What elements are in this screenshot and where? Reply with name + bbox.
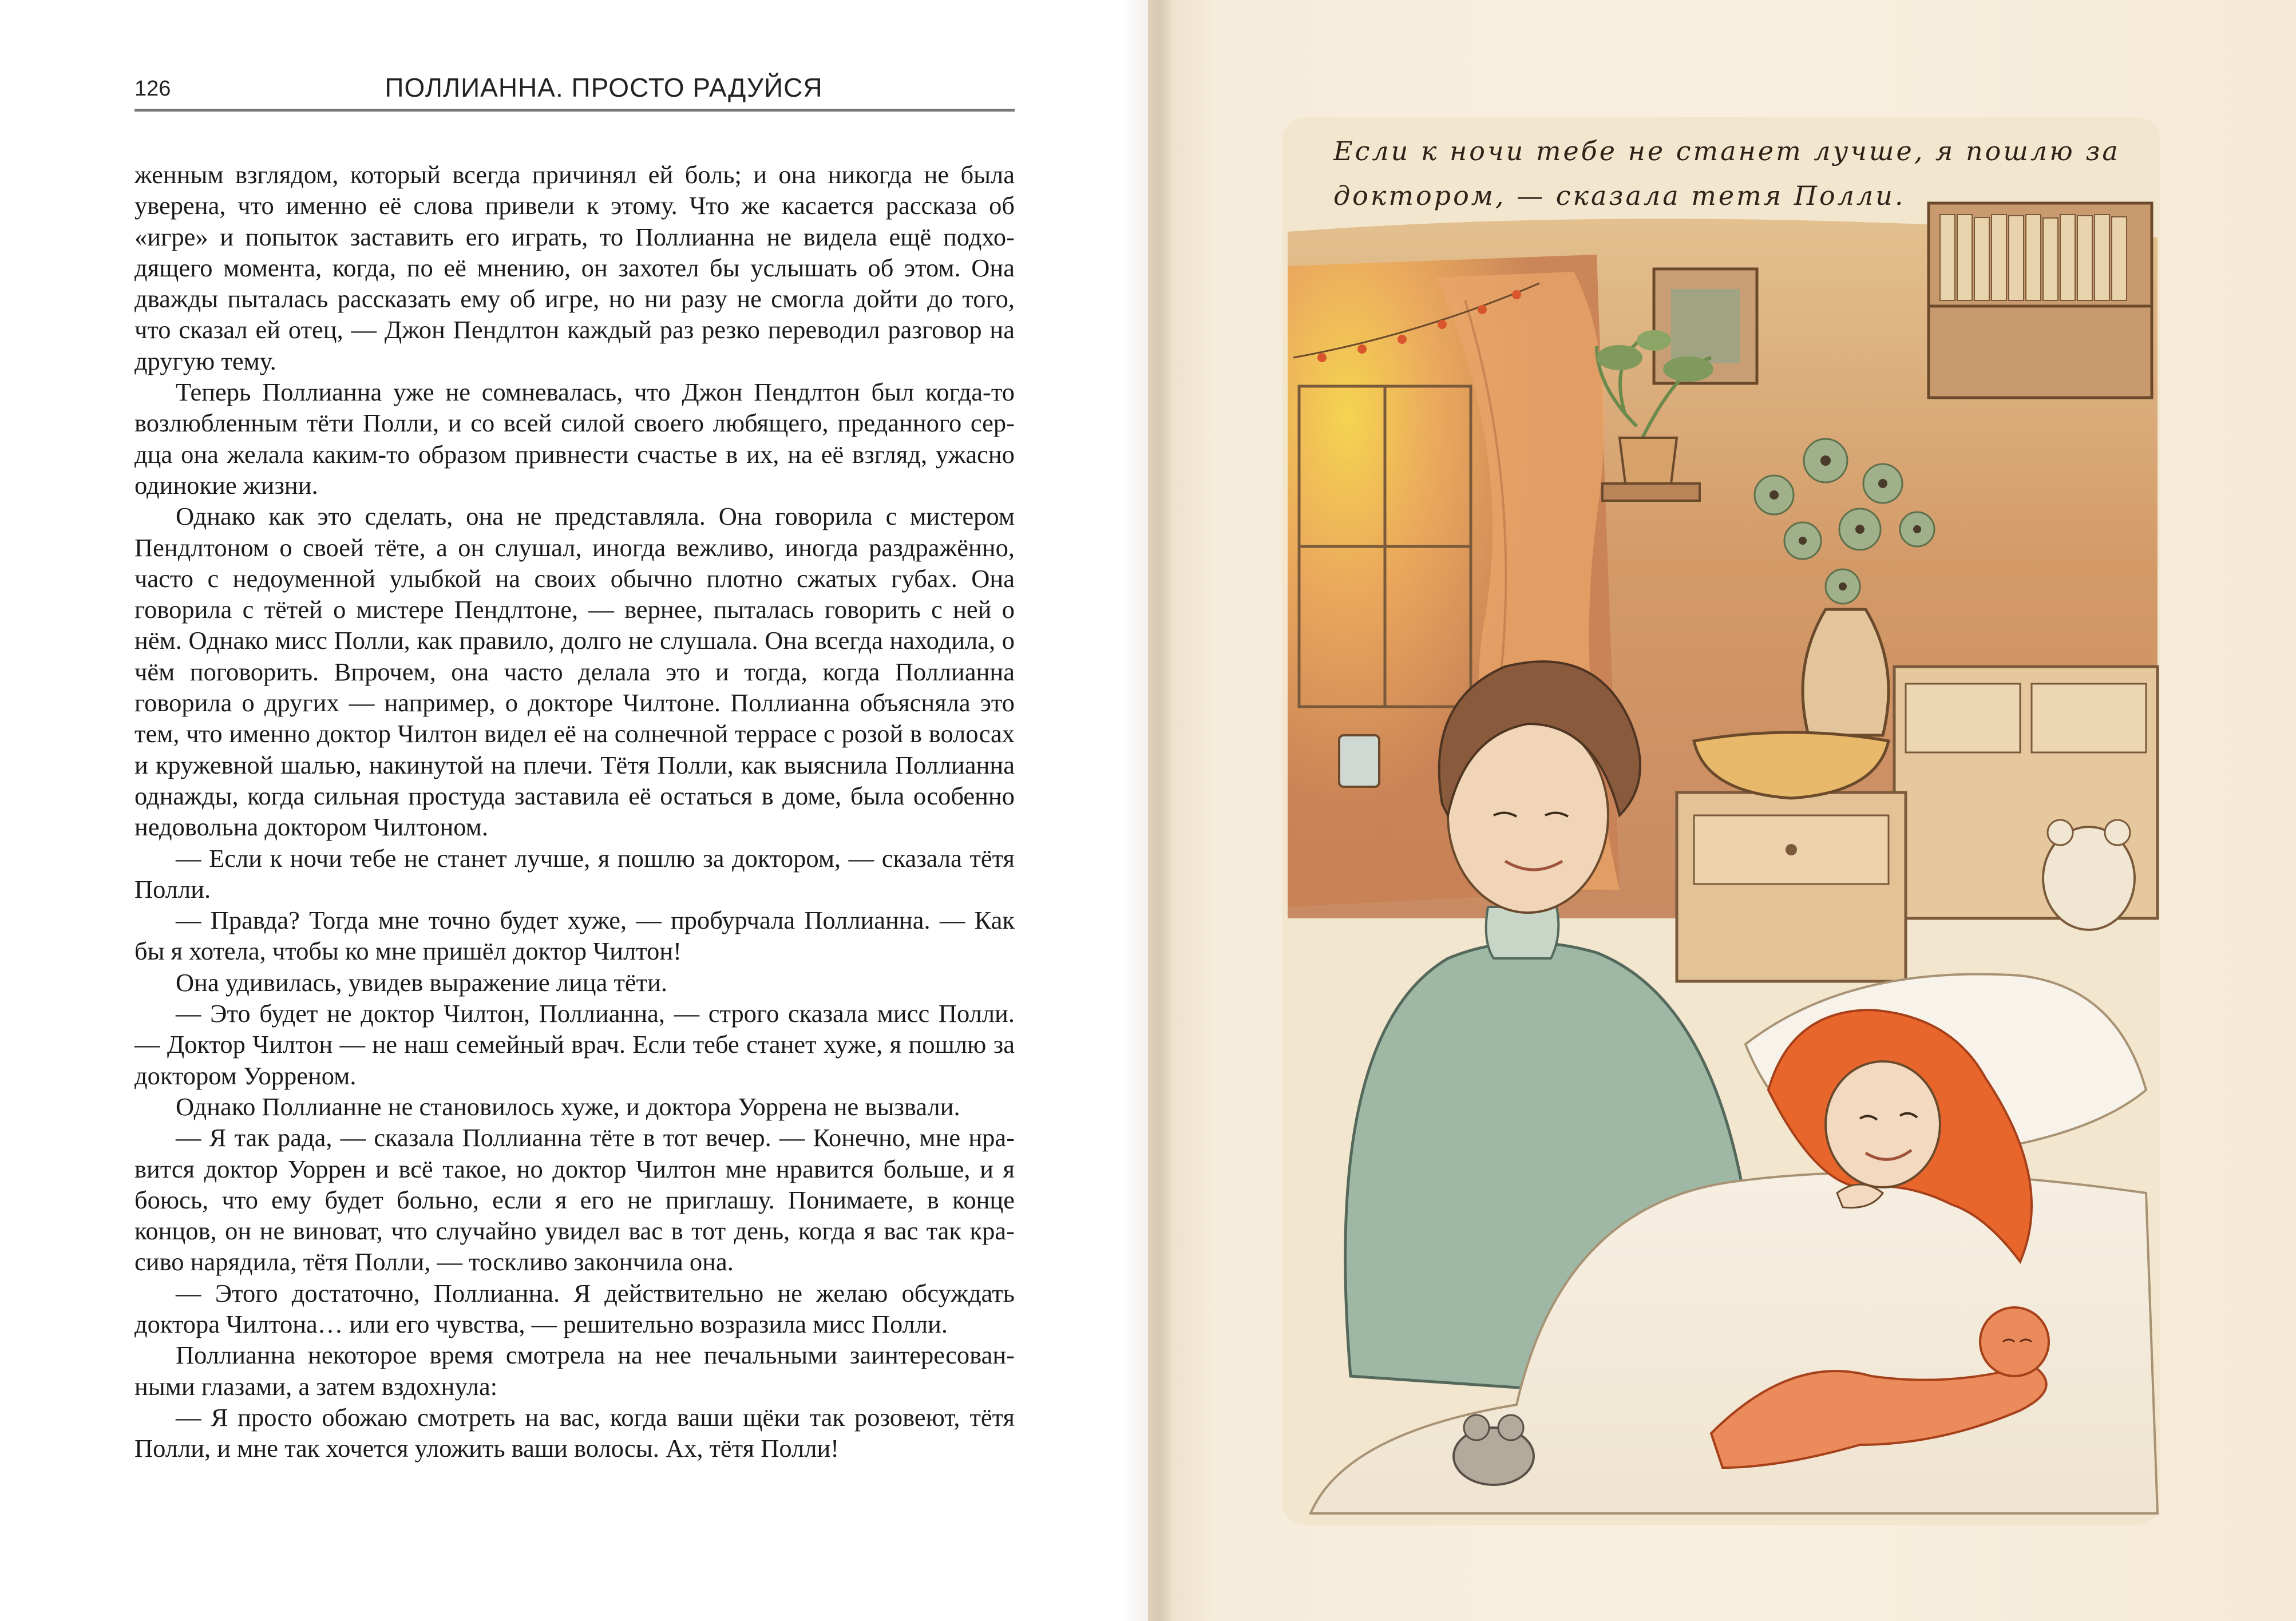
- body-text: [134, 159, 1015, 1464]
- paragraph: — Я просто обожаю смотреть на вас, когда ваши щёки так розовеют, тётя Полли, и мне так хочется уложить ваши волосы. Ах, тётя Полли!: [134, 1402, 1015, 1463]
- paragraph: Теперь Поллианна уже не сомневалась, что Джон Пендлтон был когда-то возлюбленным тёти Полли, и со всей силой своего любящего, преданного сердца она желала каким-то образом привнести счастье в их, на её взгляд, ужасно одинокие жизни.: [134, 378, 1015, 500]
- paragraph: Поллианна некоторое время смотрела на нее печальными заинтересованными глазами, а затем вздохнула:: [134, 1341, 1015, 1401]
- running-header: [134, 69, 1015, 112]
- teddy-bear: [2043, 820, 2135, 930]
- gutter-shadow: [1122, 0, 1173, 1621]
- paragraph: Она удивилась, увидев выражение лица тёти.: [176, 968, 668, 997]
- paragraph: — Этого достаточно, Поллианна. Я действительно не желаю обсуждать доктора Чилтона… или его чувства, — решительно возразила мисс Полли.: [134, 1278, 1015, 1338]
- paragraph: — Это будет не доктор Чилтон, Поллианна, — строго сказала мисс Полли. — Доктор Чилтон — не наш семейный врач. Если тебе станет хуже, я пошлю за доктором Уорреном.: [134, 999, 1015, 1090]
- bookshelf: [1929, 203, 2152, 398]
- nightstand: [1677, 792, 1906, 981]
- paragraph: Однако как это сделать, она не представляла. Она говорила с мистером Пендлтоном о своей тёте, а он слушал, иногда вежливо, иногда раздражённо, часто с недоуменной улыбкой на своих обычно плотно сжатых губах. Она говорила с тётей о мистере Пендлтоне, — вернее, пыталась говорить с ней о нём. Однако мисс Полли, как правило, долго не слушала. Она всегда находила, о чём поговорить. Впрочем, она часто делала это и тогда, когда Поллианна говорила о других — например, о докторе Чилтоне. Поллианна объясняла это тем, что именно доктор Чилтон видел её на солнечной террасе с розой в волосах и кружевной шалью, накинутой на плечи. Тётя Полли, как выяснила Поллианна однажды, когда сильная простуда заставила её остаться в доме, была особенно недовольна доктором Чилтоном.: [134, 502, 1015, 842]
- paragraph: женным взглядом, который всегда причинял ей боль; и она никогда не была уверена, что именно её слова привели к этому. Что же касается рассказа об «игре» и попыток заставить его играть, то Поллианна не видела ещё подходящего момента, когда, по её мнению, он захотел бы услышать об этом. Она дважды пыталась рассказать ему об игре, но ни разу не смогла дойти до того, что сказал ей отец, — Джон Пендлтон каждый раз резко переводил разговор на другую тему.: [134, 160, 1015, 375]
- paragraph: — Если к ночи тебе не станет лучше, я пошлю за доктором, — сказала тётя Полли.: [134, 843, 1015, 903]
- illustration: [1276, 117, 2166, 1525]
- paragraph: — Правда? Тогда мне точно будет хуже, — пробурчала Поллианна. — Как бы я хотела, чтобы ко мне пришёл доктор Чилтон!: [134, 906, 1015, 966]
- book-title: ПОЛЛИАННА. ПРОСТО РАДУЙСЯ: [385, 73, 823, 102]
- cup: [1339, 735, 1379, 787]
- paragraph: — Я так рада, — сказала Поллианна тёте в тот вечер. — Конечно, мне нравится доктор Уоррен и всё такое, но доктор Чилтон мне нравится больше, и я боюсь, что ему будет больно, если я его не приглашу. Понимаете, в конце концов, он не виноват, что случайно увидел вас в тот день, когда я вас так красиво нарядила, тётя Полли, — тоскливо закончила она.: [134, 1123, 1015, 1277]
- page-number: 126: [134, 77, 171, 101]
- paragraph: Однако Поллианне не становилось хуже, и доктора Уоррена не вызвали.: [176, 1092, 960, 1121]
- illustration-caption: Если к ночи тебе не станет лучше, я пошлю за доктором, — сказала тетя Полли.: [1333, 136, 2120, 211]
